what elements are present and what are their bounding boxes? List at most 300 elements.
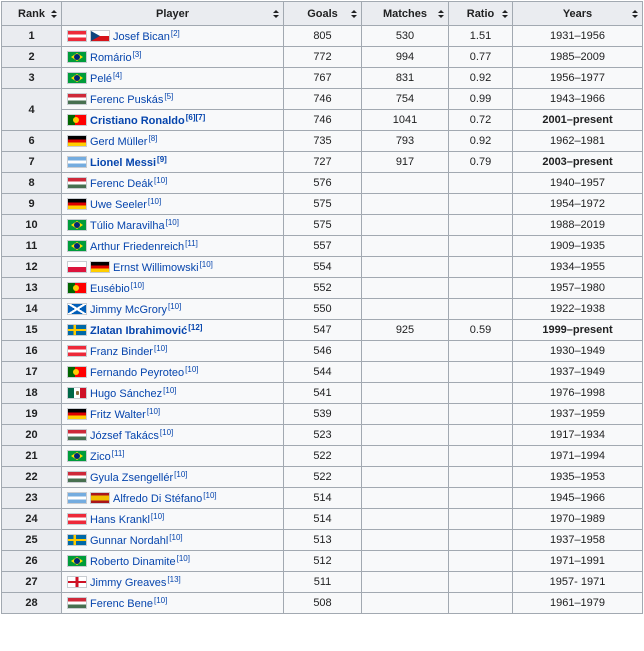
goals-cell: 746 <box>284 89 362 110</box>
ratio-cell <box>449 551 513 572</box>
reference-link[interactable]: [10] <box>130 281 145 290</box>
reference-link[interactable]: [10] <box>203 491 217 500</box>
player-link[interactable]: Ferenc Deák <box>90 178 153 190</box>
years-cell: 1976–1998 <box>513 383 643 404</box>
matches-cell <box>362 425 449 446</box>
goals-cell: 523 <box>284 425 362 446</box>
table-row <box>2 299 643 320</box>
table-row <box>2 173 643 194</box>
years-cell: 2003–present <box>513 152 643 173</box>
germany-flag-icon <box>90 261 110 273</box>
england-flag-icon <box>67 576 87 588</box>
table-row <box>2 341 643 362</box>
ratio-cell: 0.99 <box>449 89 513 110</box>
years-cell: 1931–1956 <box>513 26 643 47</box>
goals-cell: 735 <box>284 131 362 152</box>
matches-cell <box>362 467 449 488</box>
spain-flag-icon <box>90 492 110 504</box>
sort-icon[interactable] <box>351 10 356 19</box>
matches-cell <box>362 194 449 215</box>
player-link[interactable]: Ferenc Bene <box>90 598 153 610</box>
player-link[interactable]: Gunnar Nordahl <box>90 535 169 547</box>
matches-cell <box>362 362 449 383</box>
rank-cell: 7 <box>2 152 62 173</box>
table-row <box>2 488 643 509</box>
ratio-cell <box>449 257 513 278</box>
goalscorers-table <box>1 1 643 614</box>
goals-cell: 805 <box>284 26 362 47</box>
player-cell <box>62 530 284 551</box>
reference-link[interactable]: [13] <box>167 575 181 584</box>
player-link[interactable]: Zlatan Ibrahimović <box>90 325 188 337</box>
reference-link[interactable]: [10] <box>153 596 168 605</box>
ratio-cell <box>449 194 513 215</box>
goals-cell: 727 <box>284 152 362 173</box>
table-row <box>2 236 643 257</box>
goals-cell: 550 <box>284 299 362 320</box>
reference-link[interactable]: [10] <box>147 197 162 206</box>
player-cell <box>62 572 284 593</box>
years-cell: 1945–1966 <box>513 488 643 509</box>
table-row <box>2 89 643 110</box>
reference-link[interactable]: [9] <box>157 155 167 164</box>
argentina-flag-icon <box>67 156 87 168</box>
player-link[interactable]: József Takács <box>90 430 159 442</box>
player-link[interactable]: Romário <box>90 52 132 64</box>
matches-cell: 917 <box>362 152 449 173</box>
goals-cell: 511 <box>284 572 362 593</box>
player-link[interactable]: Ernst Willimowski <box>113 262 199 274</box>
goals-cell: 576 <box>284 173 362 194</box>
column-header-label: Player <box>155 7 190 20</box>
player-cell <box>62 152 284 173</box>
goals-cell: 508 <box>284 593 362 614</box>
years-cell: 1971–1991 <box>513 551 643 572</box>
rank-cell: 12 <box>2 257 62 278</box>
goals-cell: 554 <box>284 257 362 278</box>
rank-cell: 24 <box>2 509 62 530</box>
player-cell <box>62 236 284 257</box>
years-cell: 1957- 1971 <box>513 572 643 593</box>
ratio-cell <box>449 530 513 551</box>
table-row <box>2 425 643 446</box>
matches-cell <box>362 173 449 194</box>
matches-cell: 793 <box>362 131 449 152</box>
portugal-flag-icon <box>67 282 87 294</box>
reference-link[interactable]: [10] <box>159 428 174 437</box>
years-cell: 1922–1938 <box>513 299 643 320</box>
ratio-cell <box>449 593 513 614</box>
brazil-flag-icon <box>67 219 87 231</box>
ratio-cell <box>449 299 513 320</box>
hungary-flag-icon <box>67 429 87 441</box>
goals-cell: 575 <box>284 194 362 215</box>
player-link[interactable]: Josef Bican <box>113 31 170 43</box>
years-cell: 1999–present <box>513 320 643 341</box>
ratio-cell <box>449 173 513 194</box>
player-link[interactable]: Fritz Walter <box>90 409 146 421</box>
matches-cell <box>362 215 449 236</box>
ratio-cell: 0.79 <box>449 152 513 173</box>
years-cell: 1985–2009 <box>513 47 643 68</box>
table-row <box>2 593 643 614</box>
player-link[interactable]: Roberto Dinamite <box>90 556 176 568</box>
ratio-cell <box>449 509 513 530</box>
rank-cell: 25 <box>2 530 62 551</box>
years-cell: 2001–present <box>513 110 643 131</box>
brazil-flag-icon <box>67 450 87 462</box>
goals-cell: 539 <box>284 404 362 425</box>
player-cell <box>62 215 284 236</box>
table-body <box>2 26 643 614</box>
column-header-label: Goals <box>307 7 338 20</box>
ratio-cell <box>449 488 513 509</box>
years-cell: 1943–1966 <box>513 89 643 110</box>
goals-cell: 513 <box>284 530 362 551</box>
ratio-cell: 0.72 <box>449 110 513 131</box>
ratio-cell <box>449 362 513 383</box>
years-cell: 1970–1989 <box>513 509 643 530</box>
portugal-flag-icon <box>67 366 87 378</box>
matches-cell <box>362 572 449 593</box>
hungary-flag-icon <box>67 471 87 483</box>
player-cell <box>62 404 284 425</box>
player-link[interactable]: Hans Krankl <box>90 514 150 526</box>
rank-cell: 15 <box>2 320 62 341</box>
czech-flag-icon <box>90 30 110 42</box>
goals-cell: 514 <box>284 509 362 530</box>
matches-cell <box>362 551 449 572</box>
column-header-matches[interactable] <box>362 2 449 26</box>
reference-link[interactable]: [4] <box>113 71 122 80</box>
table-row <box>2 278 643 299</box>
years-cell: 1940–1957 <box>513 173 643 194</box>
player-cell <box>62 593 284 614</box>
years-cell: 1934–1955 <box>513 257 643 278</box>
player-link[interactable]: Cristiano Ronaldo <box>90 115 185 127</box>
goals-cell: 547 <box>284 320 362 341</box>
hungary-flag-icon <box>67 177 87 189</box>
player-cell <box>62 257 284 278</box>
player-cell <box>62 320 284 341</box>
table-row <box>2 194 643 215</box>
years-cell: 1961–1979 <box>513 593 643 614</box>
sort-icon[interactable] <box>273 10 278 19</box>
ratio-cell: 0.77 <box>449 47 513 68</box>
reference-link[interactable]: [10] <box>153 344 168 353</box>
player-cell <box>62 551 284 572</box>
years-cell: 1937–1958 <box>513 530 643 551</box>
reference-link[interactable]: [10] <box>150 512 165 521</box>
years-cell: 1988–2019 <box>513 215 643 236</box>
rank-cell: 28 <box>2 593 62 614</box>
argentina-flag-icon <box>67 492 87 504</box>
goals-cell: 546 <box>284 341 362 362</box>
header-row <box>2 2 643 26</box>
germany-flag-icon <box>67 408 87 420</box>
player-link[interactable]: Jimmy Greaves <box>90 577 167 589</box>
ratio-cell <box>449 446 513 467</box>
mexico-flag-icon <box>67 387 87 399</box>
matches-cell <box>362 341 449 362</box>
goals-cell: 512 <box>284 551 362 572</box>
sweden-flag-icon <box>67 324 87 336</box>
table-row <box>2 572 643 593</box>
player-link[interactable]: Arthur Friedenreich <box>90 241 185 253</box>
column-header-label: Rank <box>18 7 45 20</box>
player-cell <box>62 26 284 47</box>
poland-flag-icon <box>67 261 87 273</box>
player-cell <box>62 467 284 488</box>
matches-cell <box>362 530 449 551</box>
sort-icon[interactable] <box>502 10 507 19</box>
player-cell <box>62 110 284 131</box>
rank-cell: 22 <box>2 467 62 488</box>
table-row <box>2 68 643 89</box>
matches-cell: 754 <box>362 89 449 110</box>
column-header-label: Years <box>562 7 593 20</box>
reference-link[interactable]: [8] <box>148 134 158 143</box>
player-link[interactable]: Lionel Messi <box>90 157 157 169</box>
sort-icon[interactable] <box>438 10 443 19</box>
portugal-flag-icon <box>67 114 87 126</box>
player-link[interactable]: Ferenc Puskás <box>90 94 164 106</box>
years-cell: 1937–1959 <box>513 404 643 425</box>
goals-cell: 552 <box>284 278 362 299</box>
sweden-flag-icon <box>67 534 87 546</box>
column-header-ratio[interactable] <box>449 2 513 26</box>
table-row <box>2 152 643 173</box>
years-cell: 1971–1994 <box>513 446 643 467</box>
reference-link[interactable]: [10] <box>165 218 179 227</box>
player-link[interactable]: Túlio Maravilha <box>90 220 165 232</box>
column-header-goals[interactable] <box>284 2 362 26</box>
goals-cell: 544 <box>284 362 362 383</box>
reference-link[interactable]: [5] <box>164 92 174 101</box>
reference-link[interactable]: [11] <box>111 449 125 458</box>
player-link[interactable]: Franz Binder <box>90 346 153 358</box>
ratio-cell <box>449 425 513 446</box>
reference-link[interactable]: [10] <box>163 386 177 395</box>
years-cell: 1930–1949 <box>513 341 643 362</box>
player-cell <box>62 362 284 383</box>
reference-link[interactable]: [10] <box>169 533 183 542</box>
sort-icon[interactable] <box>632 10 637 19</box>
rank-cell: 18 <box>2 383 62 404</box>
player-cell <box>62 383 284 404</box>
reference-link[interactable]: [2] <box>170 29 180 38</box>
player-link[interactable]: Fernando Peyroteo <box>90 367 185 379</box>
player-link[interactable]: Pelé <box>90 73 113 85</box>
germany-flag-icon <box>67 135 87 147</box>
player-link[interactable]: Eusébio <box>90 283 130 295</box>
rank-cell: 1 <box>2 26 62 47</box>
table-row <box>2 404 643 425</box>
rank-cell: 17 <box>2 362 62 383</box>
rank-cell: 14 <box>2 299 62 320</box>
player-cell <box>62 299 284 320</box>
ratio-cell: 1.51 <box>449 26 513 47</box>
germany-flag-icon <box>67 198 87 210</box>
goals-cell: 772 <box>284 47 362 68</box>
rank-cell: 10 <box>2 215 62 236</box>
goals-cell: 557 <box>284 236 362 257</box>
table-row <box>2 26 643 47</box>
matches-cell <box>362 446 449 467</box>
player-cell <box>62 488 284 509</box>
player-cell <box>62 194 284 215</box>
ratio-cell: 0.92 <box>449 131 513 152</box>
brazil-flag-icon <box>67 555 87 567</box>
goals-cell: 746 <box>284 110 362 131</box>
brazil-flag-icon <box>67 240 87 252</box>
matches-cell <box>362 236 449 257</box>
ratio-cell <box>449 341 513 362</box>
matches-cell <box>362 404 449 425</box>
table-row <box>2 362 643 383</box>
player-cell <box>62 425 284 446</box>
reference-link[interactable]: [10] <box>176 554 190 563</box>
rank-cell: 21 <box>2 446 62 467</box>
column-header-years[interactable] <box>513 2 643 26</box>
rank-cell: 27 <box>2 572 62 593</box>
rank-cell: 13 <box>2 278 62 299</box>
reference-link[interactable]: [10] <box>168 302 182 311</box>
table-row <box>2 110 643 131</box>
player-link[interactable]: Zico <box>90 451 111 463</box>
goals-cell: 541 <box>284 383 362 404</box>
table-row <box>2 467 643 488</box>
rank-cell: 4 <box>2 89 62 131</box>
player-cell <box>62 341 284 362</box>
column-header-label: Matches <box>382 7 428 20</box>
rank-cell: 9 <box>2 194 62 215</box>
player-cell <box>62 89 284 110</box>
column-header-label: Ratio <box>466 7 495 20</box>
austria-flag-icon <box>67 513 87 525</box>
sort-icon[interactable] <box>51 10 56 19</box>
matches-cell: 925 <box>362 320 449 341</box>
years-cell: 1956–1977 <box>513 68 643 89</box>
player-cell <box>62 47 284 68</box>
reference-link[interactable]: [12] <box>188 323 203 332</box>
column-header-player[interactable] <box>62 2 284 26</box>
reference-link[interactable]: [10] <box>185 365 199 374</box>
matches-cell <box>362 488 449 509</box>
table-row <box>2 383 643 404</box>
matches-cell: 1041 <box>362 110 449 131</box>
rank-cell: 20 <box>2 425 62 446</box>
ratio-cell <box>449 404 513 425</box>
scotland-flag-icon <box>67 303 87 315</box>
player-link[interactable]: Uwe Seeler <box>90 199 147 211</box>
reference-link[interactable]: [10] <box>199 260 213 269</box>
brazil-flag-icon <box>67 51 87 63</box>
rank-cell: 16 <box>2 341 62 362</box>
rank-cell: 26 <box>2 551 62 572</box>
ratio-cell <box>449 278 513 299</box>
years-cell: 1935–1953 <box>513 467 643 488</box>
goals-cell: 767 <box>284 68 362 89</box>
matches-cell <box>362 299 449 320</box>
hungary-flag-icon <box>67 93 87 105</box>
goals-cell: 514 <box>284 488 362 509</box>
reference-link[interactable]: [3] <box>132 50 142 59</box>
player-link[interactable]: Gyula Zsengellér <box>90 472 174 484</box>
ratio-cell <box>449 215 513 236</box>
matches-cell <box>362 257 449 278</box>
hungary-flag-icon <box>67 597 87 609</box>
matches-cell <box>362 509 449 530</box>
matches-cell <box>362 278 449 299</box>
ratio-cell <box>449 467 513 488</box>
matches-cell <box>362 383 449 404</box>
years-cell: 1937–1949 <box>513 362 643 383</box>
matches-cell <box>362 593 449 614</box>
austria-flag-icon <box>67 345 87 357</box>
reference-link[interactable]: [10] <box>153 176 168 185</box>
table-row <box>2 320 643 341</box>
player-cell <box>62 446 284 467</box>
rank-cell: 23 <box>2 488 62 509</box>
player-link[interactable]: Alfredo Di Stéfano <box>113 493 203 505</box>
reference-link[interactable]: [10] <box>146 407 161 416</box>
rank-cell: 11 <box>2 236 62 257</box>
rank-cell: 3 <box>2 68 62 89</box>
table-row <box>2 131 643 152</box>
ratio-cell <box>449 236 513 257</box>
brazil-flag-icon <box>67 72 87 84</box>
years-cell: 1909–1935 <box>513 236 643 257</box>
table-row <box>2 551 643 572</box>
years-cell: 1917–1934 <box>513 425 643 446</box>
rank-cell: 8 <box>2 173 62 194</box>
goals-cell: 575 <box>284 215 362 236</box>
player-cell <box>62 278 284 299</box>
table-row <box>2 215 643 236</box>
ratio-cell <box>449 572 513 593</box>
player-link[interactable]: Gerd Müller <box>90 136 148 148</box>
reference-link[interactable]: [11] <box>185 239 198 248</box>
player-cell <box>62 173 284 194</box>
matches-cell: 530 <box>362 26 449 47</box>
ratio-cell: 0.59 <box>449 320 513 341</box>
table-row <box>2 530 643 551</box>
player-link[interactable]: Hugo Sánchez <box>90 388 163 400</box>
austria-flag-icon <box>67 30 87 42</box>
matches-cell: 994 <box>362 47 449 68</box>
player-cell <box>62 68 284 89</box>
column-header-rank[interactable] <box>2 2 62 26</box>
reference-link[interactable]: [6][7] <box>185 113 206 122</box>
player-link[interactable]: Jimmy McGrory <box>90 304 167 316</box>
ratio-cell: 0.92 <box>449 68 513 89</box>
reference-link[interactable]: [10] <box>174 470 188 479</box>
rank-cell: 19 <box>2 404 62 425</box>
player-cell <box>62 131 284 152</box>
years-cell: 1957–1980 <box>513 278 643 299</box>
matches-cell: 831 <box>362 68 449 89</box>
table-row <box>2 446 643 467</box>
rank-cell: 6 <box>2 131 62 152</box>
years-cell: 1954–1972 <box>513 194 643 215</box>
table-row <box>2 257 643 278</box>
years-cell: 1962–1981 <box>513 131 643 152</box>
table-row <box>2 509 643 530</box>
table-row <box>2 47 643 68</box>
ratio-cell <box>449 383 513 404</box>
goals-cell: 522 <box>284 446 362 467</box>
